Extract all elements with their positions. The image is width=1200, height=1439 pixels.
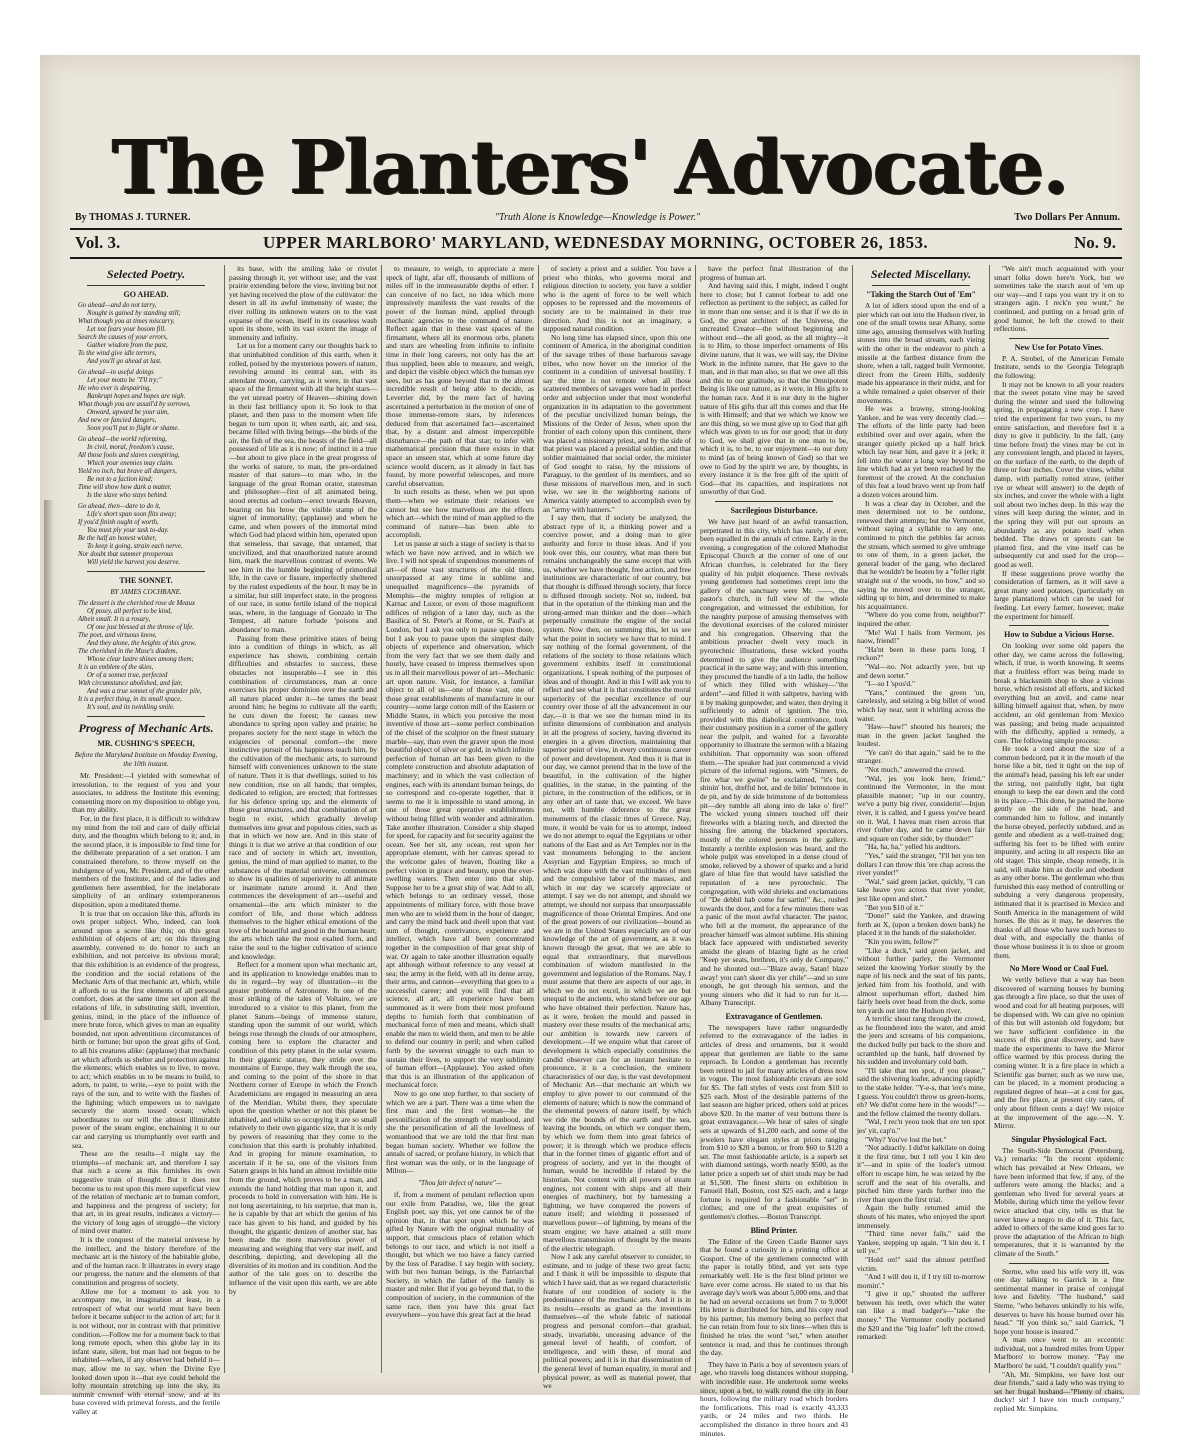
article-paragraph: "Me! Wal I hails from Vermont, jes naow, friend!" (857, 627, 985, 646)
article-paragraph: "I'll take that ten spot, if you please," said the shivering loafer, advancing rapidly to the stake holder. "Y-e-s, that 'ere's mine, I guess. You couldn't throw us green-horns, eh? We did'nt come here in the woods!"—and the fellow claimed the twenty dollars. (857, 1065, 985, 1118)
article-body (994, 355, 1124, 621)
article-paragraph: "Done!" said the Yankee, and drawing forth an X, (upon a broken down bank) he placed it in the hands of the stakeholder. (857, 911, 985, 938)
article-paragraph: I say then, that if society be analyzed, the abstract type of it, a thinking power and a coercive power, and a doing man to give authority and force to those ideas. And if you look over this, our country, what man there but remains unchangeably the same except that with us, whether we have thought, free action, and free institutions are characteristic of our country, but that thought is diffused through society, that force is diffused through society. Not so, indeed, but that in the operation of the thinking man and the strong-armed man thinker and the doer—which perpetually constitute the engine of the social system. Now then, on summing this, let us see what the point in society we have that to mind. I say nothing of the formal government, of the relations of the society to those relations which government exhibits itself in constitutional organizations. I speak nothing of the purposes of ideas and of thought. And in this I will ask you to reflect and see what it is that constitutes the moral superiority of the peculiar excellence of our country over those of all the advancement in our day,—it is that we see the human mind in its infinite dimensions of combination and analysis in all the progress of society, having diverted its energies in a given direction, maintaining that superior point of view, in every continuous career of power and development. And thus it is that in our day, we cannot pretend that in the love of the beautiful, in the cultivation of the higher qualities, in the statue, in the painting of the picture, in the construction of the edifices, or in any other art of taste that, we exceed. We have not, with humble deference to the great monuments of the classic times of Greece. Nay, more, it would be vain for us to attempt, indeed we do not attempt to equal the Egyptians or other nations of the East and as Art Temples nor in the vast monuments belonging to the ancient Assyrian and Egyptian Empires, so much of which was done with the vast multitudes of men and the compulsive labor of the masses, and which in our day we scarcely appreciate or attempt. I say we do not attempt, and should we attempt, we should not surpass that unsurpassable magnificence of those Oriental Empires. And one of the great powers of our civilization—bound as we are in the United States especially are of our knowledge of the art of government, as it was known through the great, that we are able to equal that extraordinary, that marvellous combination of wisdom manifested in the government and legislation of the Romans. Nay, I must assume that there are aspects of our age, in which we do not excel, in which we are but unequal to the ancients, who stand before our age who have obtained their perfection. Nature has, as it were, broken the mould and passed in mastery over these results of the mechanical arts; our ambition is towards new careers of development.—If we enquire what that career of development is which especially constitutes the candid observer can for an instant hesitate to pronounce, it is a conclusion, the eminent characteristics of our day, is the vast development of Mechanic Art—that mechanic art which we employ to give power to our command of the elements of nature; which is now the command of the elemental powers of nature itself, by which we ride the bounds of the earth and the sea, leaving the bounds, on which we conquer them, by which we form them into great fabrics of power; it is through which we produce effects that in the former times of gigantic effort and of progress of society, and yet in the thought of human, would be incredible if related by the historian. Not content with all powers of steam engines, not content with ships and all their energies of machinery, but by harnessing a lightning, we have conquered the powers of nature itself; and wielding it possessed of marvellous power—of lightning, by means of the steam engine; we have attained a still more marvellous transmission of thought by the means of the electric telegraph. (543, 513, 691, 1253)
article-body (994, 1147, 1124, 1259)
poem-line: Let your motto be "I'll try;" (87, 377, 162, 384)
article-body (700, 265, 848, 497)
article-paragraph: The newspapers have rather unguardedly referred to the extravagance of the ladies in articles of dress and ornaments, but it would appear that gentlemen are liable to the same reproach. In London a gentleman has recently been retired to jail for many articles of dress now in vogue. The most fashionable cravats are sold for $5. The fall styles of vests cost from $10 to $25 each. Most of the desirable patterns of the last season are higher priced, others sold at prices above $20. In the matter of vest buttons there is great extravagance.—We hear of sales of single sets at upwards of $1,200 each, and some of the jewelers have elegant styles at prices ranging from $10 to $20 a button, or from $60 to $120 a set. The most fashionable article, is a superb set with diamond settings, worth nearly $500, as the latter price a superb set of shirt studs may be had at $1,500. The finest shirts on exhibition in Fanueil Hall, Boston, cost $25 each, and a large fortune is required for a fashionable "set" in clothes; and one of the great exquisites of gentlemen's clothes.—Boston Transcript. (700, 1022, 848, 1221)
column-rule (224, 265, 225, 1373)
article-paragraph: "And I will deu it, if I try till to-morrow mornin'." (857, 1272, 985, 1290)
article-paragraph: "Bet you $10 of it." (865, 902, 923, 912)
poem-line: And they alone, the heights of this grow, (87, 640, 196, 647)
article-paragraph: A man once went to an eccentric individual, not a hundred miles from Upper Marlboro' to borrow money. "Pay me Marlboro' he said, "I couldn't qualify you." (994, 1335, 1124, 1371)
article-paragraph: It may not be known to all your readers that the sweet potato vine may be saved during the winter and used the following spring, in propagating a new crop. I have tried the experiment for two years, to my entire satisfaction, and therefore feel it a duty to give it publicity. In the fall, (any time before frost) the vines may be cut in any convenient length, and placed in layers, on the surface of the earth, to the depth of three or four inches. Cover the vines, whilst damp, with partially rotted straw, (either rye or wheat will answer) to the depth of six inches, and cover the whole with a light soil about two inches deep. In this way the vines will keep during the winter, and in the spring they will put out sprouts as abundantly as any potato itself when bedded. The draws or sprouts can be planted first, and the vine itself can be subsequently cut and used for the crop—good as well. (994, 379, 1124, 569)
article-paragraph: The South-Side Democrat (Petersburg, Va.) remarks: "In the recent epidemic which has prevailed at New Orleans, we have been informed that few, if any, of the sufferers were among the blacks; and a gentleman who lived for several years at Mobile, during which time the yellow fever twice attacked that city, tells us that he never knew a negro to die of it. This fact, added to others of the same kind goes far to prove the adaptation of the African to high temperatures, that it is warranted by the climate of the South." (994, 1145, 1124, 1258)
article-paragraph: Let us pause at such a stage of society is that to which we have now arrived, and in which we live. I will not speak of stupendous monuments of art—of those vast structures of the old time, unsurpassed at any time in sublime and unequalled magnificence—the pyramids of Memphis—the mighty temples of religion at Karnac and Luxor, or even of those magnificent edifices of religion of a later day, such as the Basilica of St. Peter's at Rome, or St. Paul's at London, but I ask you only to pause upon those, but I ask you to pause upon the simplest daily objects of experience and observation, which from the very fact that we see them daily and hourly, have ceased to impress themselves upon us in all their marvellous power of art—Mechanic art upon nature. Visit, for instance, a familiar object to all of us—one of those vast, one of those great establishments of manufacture in our country—some large cotton mill of the Eastern or Middle States, in which you perceive the most inventive of those art—some perfect combination of the chisel of the sculptor on the finest statuary marble—say, than even the graver upon the most beautiful object of silver or gold, in which infinite perfection of human art has been given to the complete construction and absolute adaptation of machinery; and in which the vast collection of engines, each with its attendant human beings, do so correspond and co-operate together, that it seems to me it is impossible to stand among, in one of those great operative establishments without being filled with wonder and admiration. Take another illustration. Consider a ship shaped for speed, for capacity and for security against the ocean. See her sit, any ocean, rest upon her appropriate element, with her canvas spread to the welcome gales of heaven, floating like a perfect vision in grace and beauty, upon the ever-swelling waters. Then enter into that ship. Suppose her to be a great ship of war. Add to all, which belongs to an ordinary vessel, those appointments of military force, with those brave men who are to wield them in the hour of danger, and carry the mind back and dwell upon that vast sum of thought, contrivance, experience and intellect, which have all been concentrated together in the composition of that great ship of war. Or again to take another illustration equally apt although without reference to any vessel at sea; the army in the field, with all its dense array, their arms, and cannon—everything that goes to a successful career; and you will find that all science, all art, all experience have been summoned as it were from their most profound depths to furnish forth that combination of mechanical force of men and means, which shall enable the men to wield them, and men to be able to defend our country in peril; and when called forth by the severest struggle to each man to sustain their lives, to support the very sublimity of human effort—(Applause). You asked often that this is an illustration of the application of mechanical force. (386, 539, 535, 1090)
article-paragraph: "Where do you come from, neighbor?" inquired the other. (857, 610, 985, 628)
divider (87, 285, 205, 286)
article-body (994, 1268, 1124, 1414)
poem-line: The cherished in the Muse's diadem, (78, 648, 178, 655)
poem-line: The dessert is the cherished rose de Meaux (78, 600, 195, 607)
article-paragraph: If these suggestions prove worthy the consideration of farmers, as it will save a great many seed potatoes, (particularly on large plantations) which can be used for feeding. Let every farmer, however, make the experiment for himself. (994, 568, 1124, 621)
publisher-byline: By THOMAS J. TURNER. (75, 212, 191, 223)
article-paragraph: And having said this, I might, indeed I ought here to close; but I cannot forbear to add one reflection as pertinent to the subject, as called for in more than one sense; and it is that if we do in God, the great architect of the Universe, the uncreated Creator—the without beginning and without end—the all good, as the all mighty—it is to Him, to those imperfect ornaments of His divine nature, that it was, we will say, the Divine Work in the infinite nature, that He gave to the man, and in that man also, so that we owe all this and this to our gratitude, so that the Omnipotent Being is like our nature, as it were, in His gifts to the human race. And it is our duty in the higher nature of His gifts that all this comes and that He is with Himself; and that we which we know we are this thing, so we must give up to God that gift which was given to us for our good; that in duty to God, we shall give that in one man to be, which it is, to be, to our enjoyment—to our duty to mind (as of being known of God) so that we owe to God by the spirit we are, by thoughts, in every instance it is the free gift of the spirit of God—that its capacities, and inspirations not unworthy of that God. (700, 281, 848, 497)
article-paragraph: "Yans," continued the green 'un, carelessly, and seizing a big billet of wood which lay near, sent it whirling across the water. (857, 687, 985, 723)
article-paragraph: "Wal—no. Not adzactly yere, but up and dewn sorter." (857, 661, 985, 680)
poem-line: To keep it going, strain each nerve, (87, 543, 183, 550)
masthead-title: The Planters' Advocate. (111, 125, 1069, 211)
article-paragraph: "We ain't much acquainted with your smart folks down here'n York, but we sometimes take the starch aout of 'em up our way—and I raps you want try it on to strangers agin. I reck'n yeu wunt," he continued, and putting on a broad grin of good humor, he left the crowd to their reflections. (994, 264, 1124, 334)
article-body (994, 642, 1124, 960)
divider (87, 571, 205, 572)
article-title: How to Subdue a Vicious Horse. (1004, 630, 1114, 640)
article-paragraph: "Ah, Mr. Simpkins, we have lost our dear friends," said a lady who was trying to set her frugal husband—"Plenty of chairs, ducky! sir! I have too much company," replied Mr. Simpkins. (994, 1369, 1124, 1414)
poem-line: What though you at times miscarry, (78, 318, 175, 325)
poem-line: It is a perfect thing, in its small space, (78, 696, 182, 703)
poem-line: To the wind give idle terrors, (78, 350, 157, 357)
poetry-quote: "Thou fair defect of nature"— (418, 1178, 502, 1187)
article-paragraph: These are the results—I might say the triumphs—of mechanic art, and therefore I say that such a scene as this furnishes its own suggestive train of thought. But it does not become us to rest upon this mere superficial view of the relation of mechanic art to human comfort, and happiness and the progress of society; for that art, in its great results, indicates a victory—the victory of long ages of struggle—the victory of mind over matter. (72, 1149, 220, 1236)
article-subtitle: Before the Maryland Institute on Monday Evening, the 10th instant. (74, 751, 218, 768)
poem-line: Which your enemies may claim. (87, 460, 174, 467)
article-title: Blind Printer. (750, 1225, 798, 1235)
article-paragraph: It is the conquest of the material universe by the intellect, and the history therefore of the mechanic art is the history of the habitable globe, and of the human race. It illustrates in every stage our progress, the nature and the elements of that constitution and progress of society. (72, 1235, 220, 1288)
section-heading-miscellany: Selected Miscellany. (870, 267, 972, 281)
article-paragraph: Now to go one step further, to that society of which we are a part. There was a time when the first man and the first woman—he the personification of the strength of manhood, and she the personification of all the loveliness of womanhood that we are told the that first man began human society. Whether we follow the annals of sacred, or profane history, in which that first woman was the only, or in the language of Milton— (386, 1089, 534, 1176)
article-body (700, 1238, 848, 1358)
article-paragraph: to measure, to weigh, to appreciate a mere speck of light, afar off, thousands of millions of miles off in the immeasurable depths of ether. I can conceive of no fact, no idea which more impressively manifests the vast results of the power of the human mind, applied through mechanic agencies to the command of nature. Reflect again that in these vast spaces of the firmament, where all its enormous orbs, planets and stars are wheeling from infinite to infinite time in their long careers, not only has the art thus supplied, been able to measure, and weigh, and depict the visible object which the human eye sees, but as has gone beyond that to the almost incredible result of being able to decide, as Leverrier did, by the mere fact of having ascertained a perturbation in the motion of one of those immense-remote stars, by inferences deduced from that ascertained fact—ascertained that, by a distant and almost imperceptible disturbance—the path of that star; to infer with mathematical precision that there exists in that space an unseen star, which at some future day science would discern, as it already in fact has found, by more powerful telescopes, and more careful observation. (386, 264, 534, 488)
article-paragraph: On looking over some old papers the other day, we came across the following, which, if true, is worth knowing. It seems that a fruitless effort was being made to break a blacksmith shop to shoe a vicious horse, which resisted all efforts, and kicked everything but an anvil, and came near killing himself against that, when, by mere accident, an old gentleman from Mexico was passing; and being made acquainted with the difficulty, applied a remedy, a cure. The following simple process: (994, 641, 1124, 745)
divider (1009, 338, 1109, 339)
column-rule (538, 265, 539, 1373)
article-paragraph: "Wal," said green jacket, quickly, "I can take heave you across that river yonder, jest like open and shet." (857, 876, 985, 903)
divider (1009, 1263, 1109, 1264)
article-paragraph: "Haw—haw!" shouted his hearers; the man in the green jacket laughed the loudest. (857, 722, 985, 749)
divider (1009, 625, 1109, 626)
article-paragraph: A terrific shout rang through the crowd, as he floundered into the water, and amid the jeers and screams of his companions, the ducked bully put back to the shore and scrambled up the bank, half drowned by his sudden and involuntary cold bath. (857, 1014, 985, 1067)
poem-line: He who ever is despairing, (78, 385, 152, 392)
article-title: Sacrilegious Disturbance. (730, 506, 818, 516)
bottom-rule (70, 257, 1122, 259)
poem-line: Albeit small. It is a rosary, (78, 616, 151, 623)
issue-number: No. 9. (1073, 233, 1116, 252)
poem-line: Go ahead, then—dare to do it, (78, 503, 161, 510)
column-rule (989, 265, 990, 1373)
article-body (229, 265, 377, 1296)
article-paragraph: "Kin you swim, fellow?" (865, 936, 939, 946)
poem-line: Search the causes of your errors, (78, 334, 168, 341)
article-paragraph: Reflect for a moment upon what mechanic art, and its application to knowledge enables man to do in regard—by way of illustration—to the greater problems of Astronomy. In one of the most striking of the tales of Voltaire, we are introduced to a visitor to this planet, from the planet Saturn—beings of immense stature, standing upon the summit of our world, which beings rose through the clouds of our atmosphere, coming here to explore the character and condition of this petty planet in the solar system. In their gigantic stature, they stride over the mountains of Europe, they walk through the sea, and coming to the point of the shore in that Northern corner of Europe in which the French Academicians are engaged in measuring an area of the Meridian. Whilst there, they speculate upon the question whether or not this planet be inhabited, and whilst so occupying it are so small relatively to their own gigantic size, that it is only by powers of reasoning that they come to the conclusion that this earth is probably inhabited. And in groping for minute examination, to ascertain if it be so, one of the visitors from Saturn grasps in his hand an almost invisible mite from the ground, which proves to be a man, and extends the hand holding that man upon it, and proceeds to hold in conversation with him. He is not long ascertaining, to his surprise, that man is, he is capable by that art which the genius of his race has given to his hand, and guided by his thought, the gigantic denizen of another star, has been made the more marvellous power of measuring and weighing that very star itself, and describing, depicting, and developing all the diversities of its motion and its condition. And the author of the tale goes on to describe the influence of the visit upon this earth, we are able by (229, 960, 378, 1296)
newspaper-page (40, 55, 1140, 1438)
poem-line: The poet, and virtuous know, (78, 632, 157, 639)
column-3 (386, 265, 534, 1377)
article-paragraph: Allow me for a moment to ask you to accompany me, in imagination at least, in a retrospect of what our world must have been before it became subject to the action of art; for it is not without, nor in contrast with that primitive condition.—Follow me for a moment back to that long remote epoch, when this globe lay in its infant state, silent, but man had not begun to be inhabited—when, if any observer had beheld it—may, allow me to say, when the Divine Eye looked down upon it—that eye could behold the lofty mountain stretching up into the sky, its summit crowned with eternal snow, and at its base covered with primeval forests, and the fertile valley at (72, 1286, 220, 1416)
poem-line: You must ply your task to-day. (87, 527, 169, 534)
article-paragraph: "Third time never fails," said the Yankee, stepping up again. "I kin deu it, I tell ye." (857, 1229, 985, 1256)
section-heading-mechanic-arts: Progress of Mechanic Arts. (78, 721, 214, 735)
volume-number: Vol. 3. (75, 233, 121, 252)
poem-body (78, 302, 214, 567)
divider (87, 716, 205, 717)
article-paragraph: The Editor of the Green Castle Banner says that he found a curiosity in a printing office at Gosport. One of the gentlemen connected with the paper is totally blind, and yet sets type remarkably well. He is the first blind printer we have ever come across. He stated to us that his average day's work was about 5,000 ems, and that he had on several occasions set from 7 to 9,000! His letter is distributed for him, and his copy read by his partner, his memory being so perfect that he can retain from four to six lines—when this is finished he tries the word "set," when another sentence is read, and thus he continues through the day. (700, 1236, 848, 1358)
article-paragraph: For, in the first place, it is difficult to withdraw my mind from the toil and care of daily official duty, and the thoughts which belong to it; and, in the second place, it is impossible to find time for the deliberate preparation of a set oration. I am constrained therefore, to throw myself on the indulgence of you, Mr. President, and of the other members of the Institute, and of the ladies and gentlemen here assembled, for the inelaborate simplicity of an ordinary extemporaneous disposition, upon a meditated theme. (72, 813, 220, 909)
article-paragraph: It is true that on occasion like this, affords its own proper subject. Who, indeed, can look around upon a scene like this; on this great exhibition of objects of art; on this thronging assembly, convened to do honor to such an exhibition, and not perceive its obvious moral; that this exhibition is an evidence of the progress, the condition and the social relations of the Mechanic Arts of that mechanic art, which, while it affords to us the first elements of all personal comfort, does at the same time set upon all the relations of life, in substituting skill, invention, genius, mind, in the place of the influence of mere brute force, which gives to man an equality bounded, not upon adventitious circumstances of birth or fortune; but upon the great gifts of God, to all his creatures alike: (applause) that mechanic art which affords us shelter and protection against the elements; which enables us to live, to move, to act; which enables us to be means to build, to adorn, to paint, to write,—eye to point with the rays of the sun, and to write with the flashes of the lightning; which empowers us to navigate securely the storm tossed ocean; which subordinates to our will the almost illimitable power of the steam engine, enchaining it to our car and carrying us triumphantly over earth and sea. (72, 908, 220, 1150)
article-paragraph: of society a priest and a soldier. You have a priest who thinks, who governs moral and religious direction to society, you have a soldier who is the agent of force to be well which opposes to be repressed and the movements of society are to be maintained in their true direction. And this is not an imaginary, a supposed natural condition. (543, 264, 691, 334)
article-paragraph: "Ha, ha, ha," yelled his auditors. (865, 842, 961, 852)
poem-line: Nought is gained by standing still; (87, 310, 181, 317)
page-edge-stain (44, 500, 54, 1020)
column-6 (857, 265, 985, 1377)
poem-title: THE SONNET. (119, 576, 173, 585)
article-paragraph: "Wal, jes you look here, friend," continued the Vermonter, in the most plausible manner; "up in our country, we've a putty big river, considerin'—Injun river, it is called, and I guess you've heard on it. Wal, I havea man risen across that river t'other day, and he came dewn fair and square on t'other side, by thunder!" (857, 773, 985, 843)
article-paragraph: A lot of idlers stood upon the end of a pier which ran out into the Hudson river, in one of the small towns near Albany, some time ago, amusing themselves with hurling stones into the broad stream, each vieing with the other in the endeavor to pitch a missile at the farthest distance from the shore, when a tall, ragged built Vermonter, direct from the Green Hills, suddenly made his appearance in their midst, and for a while remained a quiet observer of their movements. (857, 301, 985, 405)
poem-line: Soon you'll put to flight or shame. (87, 425, 180, 432)
article-paragraph: Mr. President:—I yielded with somewhat of irresolution, to the request of you and your associates, to address the Institute this evening; consenting more on my disposition to oblige you, than my ability. (72, 771, 220, 815)
article-paragraph: "Wal, I rec'n yeou took that ere ten spot jes' yit, cap'n." (857, 1117, 985, 1135)
article-paragraph: have the perfect final illustration of the progress of human art. (700, 264, 848, 282)
article-body (543, 265, 691, 1391)
poem-body (78, 600, 214, 712)
article-paragraph: We verily believe that a way has been discovered of warming houses by burning gas through a fire place, so that the uses of wood and coal for all heating purposes, will be dispensed with. We can give no opinion of this but will astonish old fogydom; but we have sufficient confidence in the success of this great discovery, and have made the experiments to have the Mirror office warmed by this process during the coming winter. It is a fire place in which a Scientific gas burner, such as we now use, can be placed, in a moment producing a regulated degree of heat—at a cost for gas, and the fire place, at present city rates, of only about fifteen cents a day! We rejoice at the improvement of the age.—N. Y. Mirror. (994, 975, 1124, 1131)
subscription-price: Two Dollars Per Annum. (1014, 212, 1120, 223)
poem-line: Gather wisdom from the past, (87, 342, 168, 349)
article-paragraph: They have in Paris a boy of seventeen years of age, who travels long distances without stopping, with incredible ease. He undertook some weeks since, upon a bet, to walk round the city in four hours, following the military road which borders the fortifications. This road is exactly 43,333 yards, or 24 miles and two thirds. He accomplished the distance in three hours and 43 minutes. (700, 1359, 848, 1438)
poem-line: Or of a sonnet true, perfected (87, 672, 168, 679)
article-paragraph: "Why? You've lost the bet." (865, 1134, 947, 1144)
poem-line: Yield no inch, but brave all dangers, (78, 468, 177, 475)
article-paragraph: Again the bully returned amid the shouts of his mates, who enjoyed the sport immensely. (857, 1203, 985, 1230)
motto: "Truth Alone is Knowledge—Knowledge is Power." (494, 212, 701, 223)
divider (872, 285, 970, 286)
article-body (994, 976, 1124, 1131)
poem-line: Whose clear lustre shines among them; (87, 656, 194, 663)
article-paragraph: "Not much," answered the crowd. (865, 765, 966, 775)
poem-line: Bankrupt hopes and hopes are nigh. (87, 393, 186, 400)
article-paragraph: "I give it up," shouted the sufferer between his teeth, over which the water ran like a mad badger's—"take the money." The Vermonter coolly pocketed the $20 and the "big loafer" left the crowd, remarked: (857, 1289, 985, 1342)
poem-title: GO AHEAD. (123, 290, 169, 299)
poem-line: All those fools and slaves conspiring, (78, 452, 180, 459)
byline-row (75, 212, 1120, 226)
article-title: Singular Physiological Fact. (1011, 1134, 1107, 1144)
divider (715, 501, 833, 502)
column-2 (229, 265, 377, 1377)
poem-line: If you'd finish ought of worth, (78, 519, 159, 526)
poem-line: Go ahead—and do not tarry, (78, 302, 157, 309)
article-paragraph: He took a cord about the size of a common bedcord, put it in the mouth of the horse like a bit, tied it tight on the top of the animal's head, passing his left ear under the string, not painfully tight, but tight enough to keep the ear down and the cord in its place.—This done, he patted the horse gently on the side of the head, and commanded him to follow, and instantly the horse obeyed, perfectly subdued, and as gentle and obedient as a well-trained dog; suffering his feet to be lifted with entire impunity, and acting in all respects like an old stager. This simple, cheap remedy, it is said, will make him as docile and obedient as any other horse. The gentleman who thus furnished this easy method of controlling or subduing a very dangerous propensity, intimated that it is practised in Mexico and South America in the management of wild horses. Be this as it may, he deserves the thanks of all those who have such horses to deal with, and especially the thanks of those whose business it is to shoe or groom them. (994, 744, 1124, 960)
poem-line: Will yield the harvest you deserve. (87, 559, 181, 566)
poem-line: Is the slave who stays behind. (87, 492, 168, 499)
article-paragraph: "Like a duck," said green jacket, and without further parley, the Vermonter seized the knowing Yorker stoutly by the nape of his neck and the seat of his pants, jerked him from his foothold, and with almost superhuman effort, dashed him fairly heels over head from the dock, some ten yards out into the Hudson river. (857, 945, 985, 1015)
poem-line: Go ahead—in useful doings (78, 369, 154, 376)
article-paragraph: "Ha'nt been in these parts long, I reckon?" (857, 644, 985, 663)
article-title: No More Wood or Coal Fuel. (1009, 964, 1109, 974)
article-paragraph: Sterne, who used his wife very ill, was one day talking to Garrick in a fine sentimental manner in praise of conjugal love and fidelity. "The husband," said Sterne, "who behaves unkindly to his wife, deserves to have his house burned over his head." "If you think so," said Garrick, "I hope your house is insured." (994, 1266, 1124, 1336)
poem-line: It is an emblem of the skies, (78, 664, 154, 671)
dateline-row (75, 231, 1116, 255)
article-paragraph: its base, with the smiling lake or rivulet passing through it, yet without use; and the vast prairie extending before the view, inviting but not yet having received the plow of the cultivator: the desert in all its awful immensity of waste; the river rolling its unknown waters on to the vast expanse of the ocean, itself in its ceaseless wash upon its shore, with its vast extent the image of immensity and infinity. (229, 264, 377, 342)
article-paragraph: It was a clear day in October, and the men determined not to be outdone, renewed their attempts; but the Vermonter, without saying a syllable to any one, continued to pitch the pebbles far across the stream, which seemed to give umbrage to one of them, in a green jacket, the general leader of the gang, who declared that he wouldn't be beaten by a "feller right straight out o' the woods, no how," and so saying he moved over to the stranger, sidling up to him, and determined to make his acquaintance. (857, 498, 985, 611)
poem-line: Let not fears your bosom fill. (87, 326, 166, 333)
article-body (700, 1024, 848, 1222)
story-title: "Taking the Starch Out of 'Em" (865, 290, 976, 299)
column-1 (72, 265, 220, 1416)
section-heading-poetry: Selected Poetry. (106, 267, 186, 281)
column-rule (381, 265, 382, 1373)
article-paragraph: He was a brawny, strong-looking Yankee, and he was very decently clad.—The efforts of the little party had been exhibited over and over again, when the stranger quietly picked up a half brick which lay near him, and gave it a jerk; it fell into the water a long way beyond the line which had as yet been reached by the foremost of the crowd. At the conclusion of this feat a loud bravo went up from half a dozen voices around him. (857, 404, 985, 500)
poem-line: Be not to a faction kind; (87, 476, 153, 483)
poem-line: It's soul, and its twinkling smile. (87, 704, 175, 711)
poem-line: With circumstance abolished, and fair, (78, 680, 183, 687)
poem-line: Be the half an honest wisher, (78, 535, 157, 542)
story-body (994, 265, 1124, 334)
article-paragraph: "I—so I 'spos'd." (865, 679, 915, 689)
poem-line: And you'll go ahead at last. (87, 358, 162, 365)
article-paragraph: "Ye can't do that again," said he to the stranger. (857, 747, 985, 766)
poem-line: Nor doubt that summer prosperous (78, 551, 174, 558)
article-paragraph: Let us for a moment carry our thoughts back to that uninhabited condition of this earth, when it rolled, poised by the mysterious powers of nature, revolving around its central sun, with its attendant moon, carrying, as it were, in that vast space of the firmament with all the bright stars—the yet unread poetry of Heaven—shining down in their fast brilliancy upon it. So look to that planet, and then pass to the moment when life began to turn upon it; when earth, air, and sea, became filled with living beings—the birds of the air, the fish of the sea, the beasts of the field—all possessed of life as it is now; of instinct in a true—but about to give place in the great progress of the works of nature, to man, the pre-ordained master of that nature—to man who, in the language of the great Roman orator, statesman and philosopher—first of all animated being, stood erectus ad coelum—erect towards Heaven, bearing on his brow the visible stamp of the signet of immortality; (applause) and when he came, and when powers of the immortal mind which God had placed within him, operated upon that senseless, that savage, that untamed, that uncivilized, and that unauthorized nature around him, mark the marvellous contrast of events. We see him in the humble beginning of primordial life, in the cave or fissure, imperfectly sheltered by the rudest expedients of the hour. It may be in a similar, but still imperfect state, in the progress of our race, in some fertile island of the tropical seas, where, in the language of Gonzalo in The Tempest, all nature forbade 'poisons and abundance' to man. (229, 341, 377, 634)
article-body (72, 772, 220, 1417)
column-7 (994, 264, 1124, 1414)
poem-line: Of posey, all perfect to be kind, (87, 608, 172, 615)
poem-line: Onward, upward be your aim, (87, 409, 169, 416)
top-rule (70, 228, 1122, 230)
article-body (386, 265, 534, 1176)
poem-author: BY JAMES COCHRANE. (110, 588, 182, 596)
story-body (857, 302, 985, 1342)
poem-line: And new or fancied dangers, (78, 417, 157, 424)
poem-line: In civil, moral, freedom's cause, (87, 444, 175, 451)
poem-line: And was a true sonnet of the grander pile, (87, 688, 202, 695)
column-rule (695, 265, 696, 1373)
article-paragraph: Now I ask any careful observer to consider, to estimate, and to judge of these two great facts; and I think it will be impossible to dispute that which I have said, that as we regard characteristic feature of our condition of society is the predominance of the mechanic arts. And it is in its results—results as grand as the inventions themselves—of the whole fabric of national progress and personal comfort—that gradual, steady, invariable, unceasing advance of the general level of health, of comfort, of intelligence, and with these, of moral and political powers; and it is in that dissemination of the general level of human equality, in moral and physical power, as well as material power, that we (543, 1252, 691, 1391)
column-4 (543, 264, 691, 1391)
poem-line: Time will show how dark a matter, (78, 484, 172, 491)
article-paragraph: "Yes," said the stranger, "I'll bet you ten dollars I can throw this 'ere chap across the river yonder!" (857, 851, 985, 878)
article-body (700, 518, 848, 1008)
article-paragraph: if, from a moment of petulant reflection upon our exile from Paradise, we, like the great English poet, say this, yet one cannot be of the opinion that, in that spot upon which he was gifted by Nature with the original mutuality of support, that conscious place of relation which belongs to our race, and which is not itself a thought, but which we too have a fancy carried by the loss of Paradise. I say begin with society, with but two human beings, is the Patriarchal Society, in which the father of the family is master and ruler. But if you go beyond that, to the composition of society, in the communion of the same race, then you have this great fact everywhere—you have this great fact at the head (386, 1189, 534, 1320)
poem-line: What though you are assail'd by sorrows, (78, 401, 191, 408)
dateline: UPPER MARLBORO' MARYLAND, WEDNESDAY MORNING, OCTOBER 26, 1853. (262, 233, 929, 252)
poem-line: Of one just blessed at the throne of life. (87, 624, 194, 631)
article-paragraph: "Hold on!" said the almost petrified victim. (857, 1254, 985, 1273)
poem-line: Life's short span soon flits away; (87, 511, 177, 518)
article-paragraph: We have just heard of an awful transaction, perpetrated in this city, which has rarely, if ever, been equalled in the annals of crime. Early in the evening, a congregation of the colored Methodist Episcopal Church at the corner of one of our African churches, is celebrated for the fiery quality of his pulpit eloquence. These revivals young gentlemen had sometimes crept into the gallery of the sanctuary were Mr. ——, the pastor's church, in full view of the whole congregation, and witnessed the exhibition, for the naughty purpose of amusing themselves with the devotional exercises of the colored minister and his congregation. Observing that the ambitious preacher dwelt very much in pyrotechnic illustrations, these wicked youths determined to give the audience something practical in the same way; and with this intention, they procured the handle of a tin ladle, the hollow of which they filled with whiskey—"the ardent"—and filled it with saltpetre, having with it by making gunpowder, and water, then drying it sufficiently to admit of ignition. The trio, provided with this diabolical contrivance, took their customary position in a corner of the gallery near the pulpit, and waited for a favorable opportunity to illustrate the sermon with a blazing exhibition. That opportunity was soon offered them.—The speaker had just commenced a vivid picture of the infernal regions, with "Sinners, de fire whar we gwine" he exclaimed, "it's hot, shinin' hot, drefful hot, and de bilin' brimstone in de pit, and by de side brimstone of de bottomless pit—dey tumble all along into de lake o' fire!" The wicked young sinners touched off their fireworks with a blazing torch, and directed the hissing fire among the blackened spectators, mostly of the colored persons in the gallery. Instantly a terrible explosion was heard, and the whole pulpit was enveloped in a dense cloud of smoke, relieved by a shower of sparks and a lurid glare of blue fire that would have satisfied the reputation of a new pyrotechnic. The congregation, with wild shrieks and exclamations of "De debbil hab come fur sartin!" &c., rushed towards the door, and for a few minutes there was a panic of the most awful character. The pastor, who fell at the moment, the appearance of the preacher himself was almost sublime. His shining black face appeared with undisturbed severity amidst the gleam of blazing light as he cried "Keep yer seats, brethren, it's only de Company," and he shouted out—"Blaze away, Satan! blaze away! you can't skeer dis yer chile"—and so sure enough, he got through his sermon, and the young sinners who did it had to run for it.—Albany Transcript. (700, 517, 849, 1008)
article-title: New Use for Potato Vines. (1014, 342, 1104, 352)
article-title: MR. CUSHING'S SPEECH, (97, 739, 195, 748)
article-body (700, 1361, 848, 1438)
article-paragraph: P. A. Strobel, of the American Female Institute, sends to the Georgia Telegraph the following: (994, 353, 1124, 380)
column-5 (700, 264, 849, 1438)
article-paragraph: In such results as these, when we put upon them—when we estimate their relations we cannot but see how marvellous are the effects which art—which the mind of man applied to the command of nature—has been able to accomplish. (386, 487, 534, 540)
article-paragraph: "Not adzactly. I did'nt kalkilate on doing it the first time, but I tell you I kin deu it"—and in spite of the loafer's utmost effort to escape him, he was seized by the scruff and the seat of his overalls, and pitched him three yards further into the river than upon the first trial. (857, 1143, 985, 1204)
column-rule (852, 265, 853, 1373)
poem-line: Go ahead—the world reforming, (78, 436, 167, 443)
article-paragraph: No long time has elapsed since, upon this one continent of America, in the aboriginal condition of the savage tribes of those barbarous savage tribes, who now hover on the interior of the continent in a condition of universal hostility. I say the time is not remote when all those scattered members of savages were had in perfect order and subjection under that most wonderful organization in its adaptation to the government of the peculiar uncivilized human beings, the Missions of the Order of Jesus, when upon the frontier of each colony upon this continent, there was placed a missionary priest, and by the side of that priest was placed a presidial soldier, and that soldier maintained that social order, the minister of God sought to raise, by the missions of Paraguay, to the gentlest of its members, and so these missions of marvellous men, and in such wise, we see in the neighboring nations of America vainly attempted to accomplish even by an "army with banners." (543, 332, 691, 514)
article-paragraph: Passing from these primitive states of being into a condition of things in which, as all experience has shown, combining certain difficulties and obstacles to success, these obstacles not insuperable—I see in this combination of circumstances, man at once exercises his proper dominion over the earth and all nature placed under it—he tames the beast around him; he begins to cultivate all the earth; he cuts down the forest; he causes new abundance to spring upon valley and prairie; he prepares society for the next stage in which the exigencies of personal comfort—the mere instinctive pursuit of his happiness teach him, by the cultivation of the mechanic arts, to surround himself with conveniences unknown to the state of nature. Then it is that dwellings, suited to his new condition, rise on all hands; that temples, dedicated to religion, are erected; that fortresses for his defence spring up; and the elements of those great structures, and that combination of art begin to exist, which gradually develop themselves into great and populous cities, such as that in which we now are. And in this state of things it is that we arrive at that condition of our race and of society in which art, invention, genius, the mind of man applied to matter, to the substances of the material universe, commences to show its qualities of superiority to all animate or inanimate nature around it. And then commences the development of art—useful and ornamental—the arts which minister to the comfort of life, and those which address themselves to the higher ethical emotions of the love of the beautiful and good in the human heart; the arts which take the most exalted form, and raise the soul to the higher cultivation of science and knowledge. (229, 633, 377, 961)
article-title: Extravagance of Gentlemen. (725, 1011, 823, 1021)
